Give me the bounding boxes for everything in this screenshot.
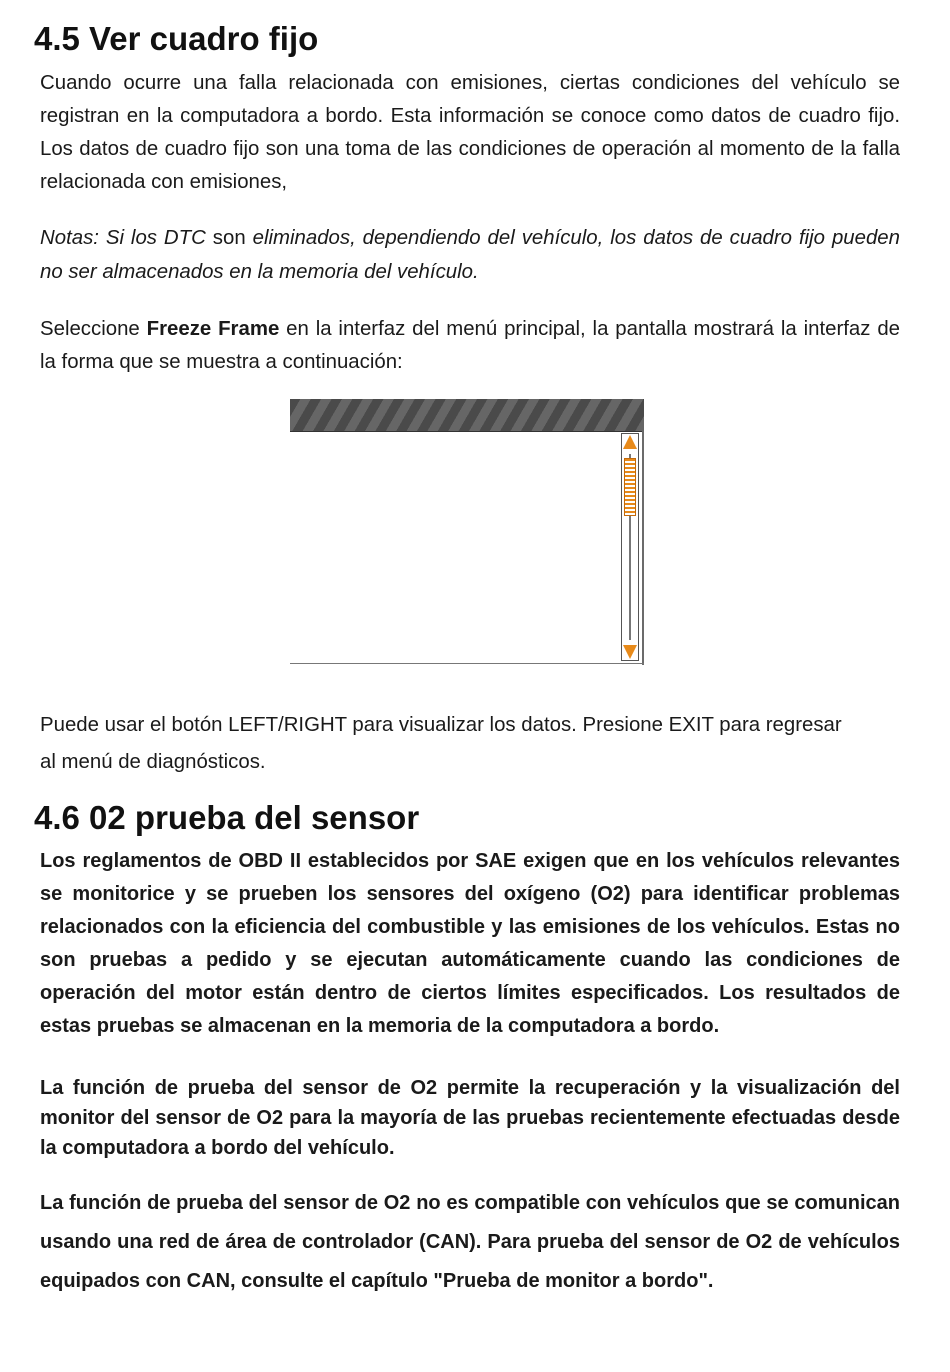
section-4-5-note — [40, 221, 900, 289]
screen-right-border — [642, 431, 644, 665]
section-4-6-intro: Los reglamentos de OBD II establecidos por SAE exigen que en los vehículos relevantes se monitorice y se prueben los sensores del oxígeno (O2) para identificar problemas relacionados con la eficiencia del combustible y las emisiones de los vehículos. Estas no son pruebas a pedido y se ejecutan automáticamente cuando las condiciones de operación del motor están dentro de ciertos límites especificados. Los resultados de estas pruebas se almacenan en la memoria de la computadora a bordo. — [40, 850, 900, 1037]
freeze-frame-screen-mockup — [290, 399, 644, 665]
note-text-b: son — [212, 227, 246, 249]
section-4-6-can-compatibility-note: La función de prueba del sensor de O2 no es compatible con vehículos que se comunican usando una red de área de controlador (CAN). Para prueba del sensor de O2 de vehículos equipados con CAN, consulte el capítulo "Prueba de monitor a bordo". — [40, 1192, 900, 1292]
freeze-frame-label: Freeze Frame — [146, 318, 280, 340]
note-text-c: eliminados, dependiendo del vehículo, los datos de cuadro fijo pueden no ser almacenados en la memoria del vehículo. — [40, 227, 900, 283]
screen-title-bar — [290, 399, 644, 432]
section-4-5-select-instructions — [40, 313, 900, 379]
select-text-a: Seleccione — [40, 318, 147, 340]
section-4-5-intro: Cuando ocurre una falla relacionada con emisiones, ciertas condiciones del vehículo se registran en la computadora a bordo. Esta información se conoce como datos de cuadro fijo. Los datos de cuadro fijo son una toma de las condiciones de operación al momento de la falla relacionada con emisiones, — [40, 72, 900, 193]
section-4-5-title: 4.5 Ver cuadro fijo — [34, 20, 319, 57]
section-4-6-title: 4.6 02 prueba del sensor — [34, 799, 420, 836]
section-4-6-function-description: La función de prueba del sensor de O2 permite la recuperación y la visualización del monitor del sensor de O2 para la mayoría de las pruebas recientemente efectuadas desde la computadora a bordo del vehículo. — [40, 1077, 900, 1159]
scroll-up-arrow-icon[interactable] — [623, 435, 637, 449]
screen-bottom-border — [290, 663, 644, 664]
section-4-5-navigation-instructions: Puede usar el botón LEFT/RIGHT para visualizar los datos. Presione EXIT para regresar al menú de diagnósticos. — [40, 714, 842, 773]
note-text-a: Notas: Si los DTC — [40, 227, 213, 249]
select-text-b: en la interfaz del menú principal, la pantalla mostrará la interfaz de la forma que se muestra a continuación: — [40, 318, 900, 373]
scrollbar[interactable] — [621, 433, 639, 661]
scrollbar-thumb[interactable] — [624, 458, 636, 516]
scroll-down-arrow-icon[interactable] — [623, 645, 637, 659]
